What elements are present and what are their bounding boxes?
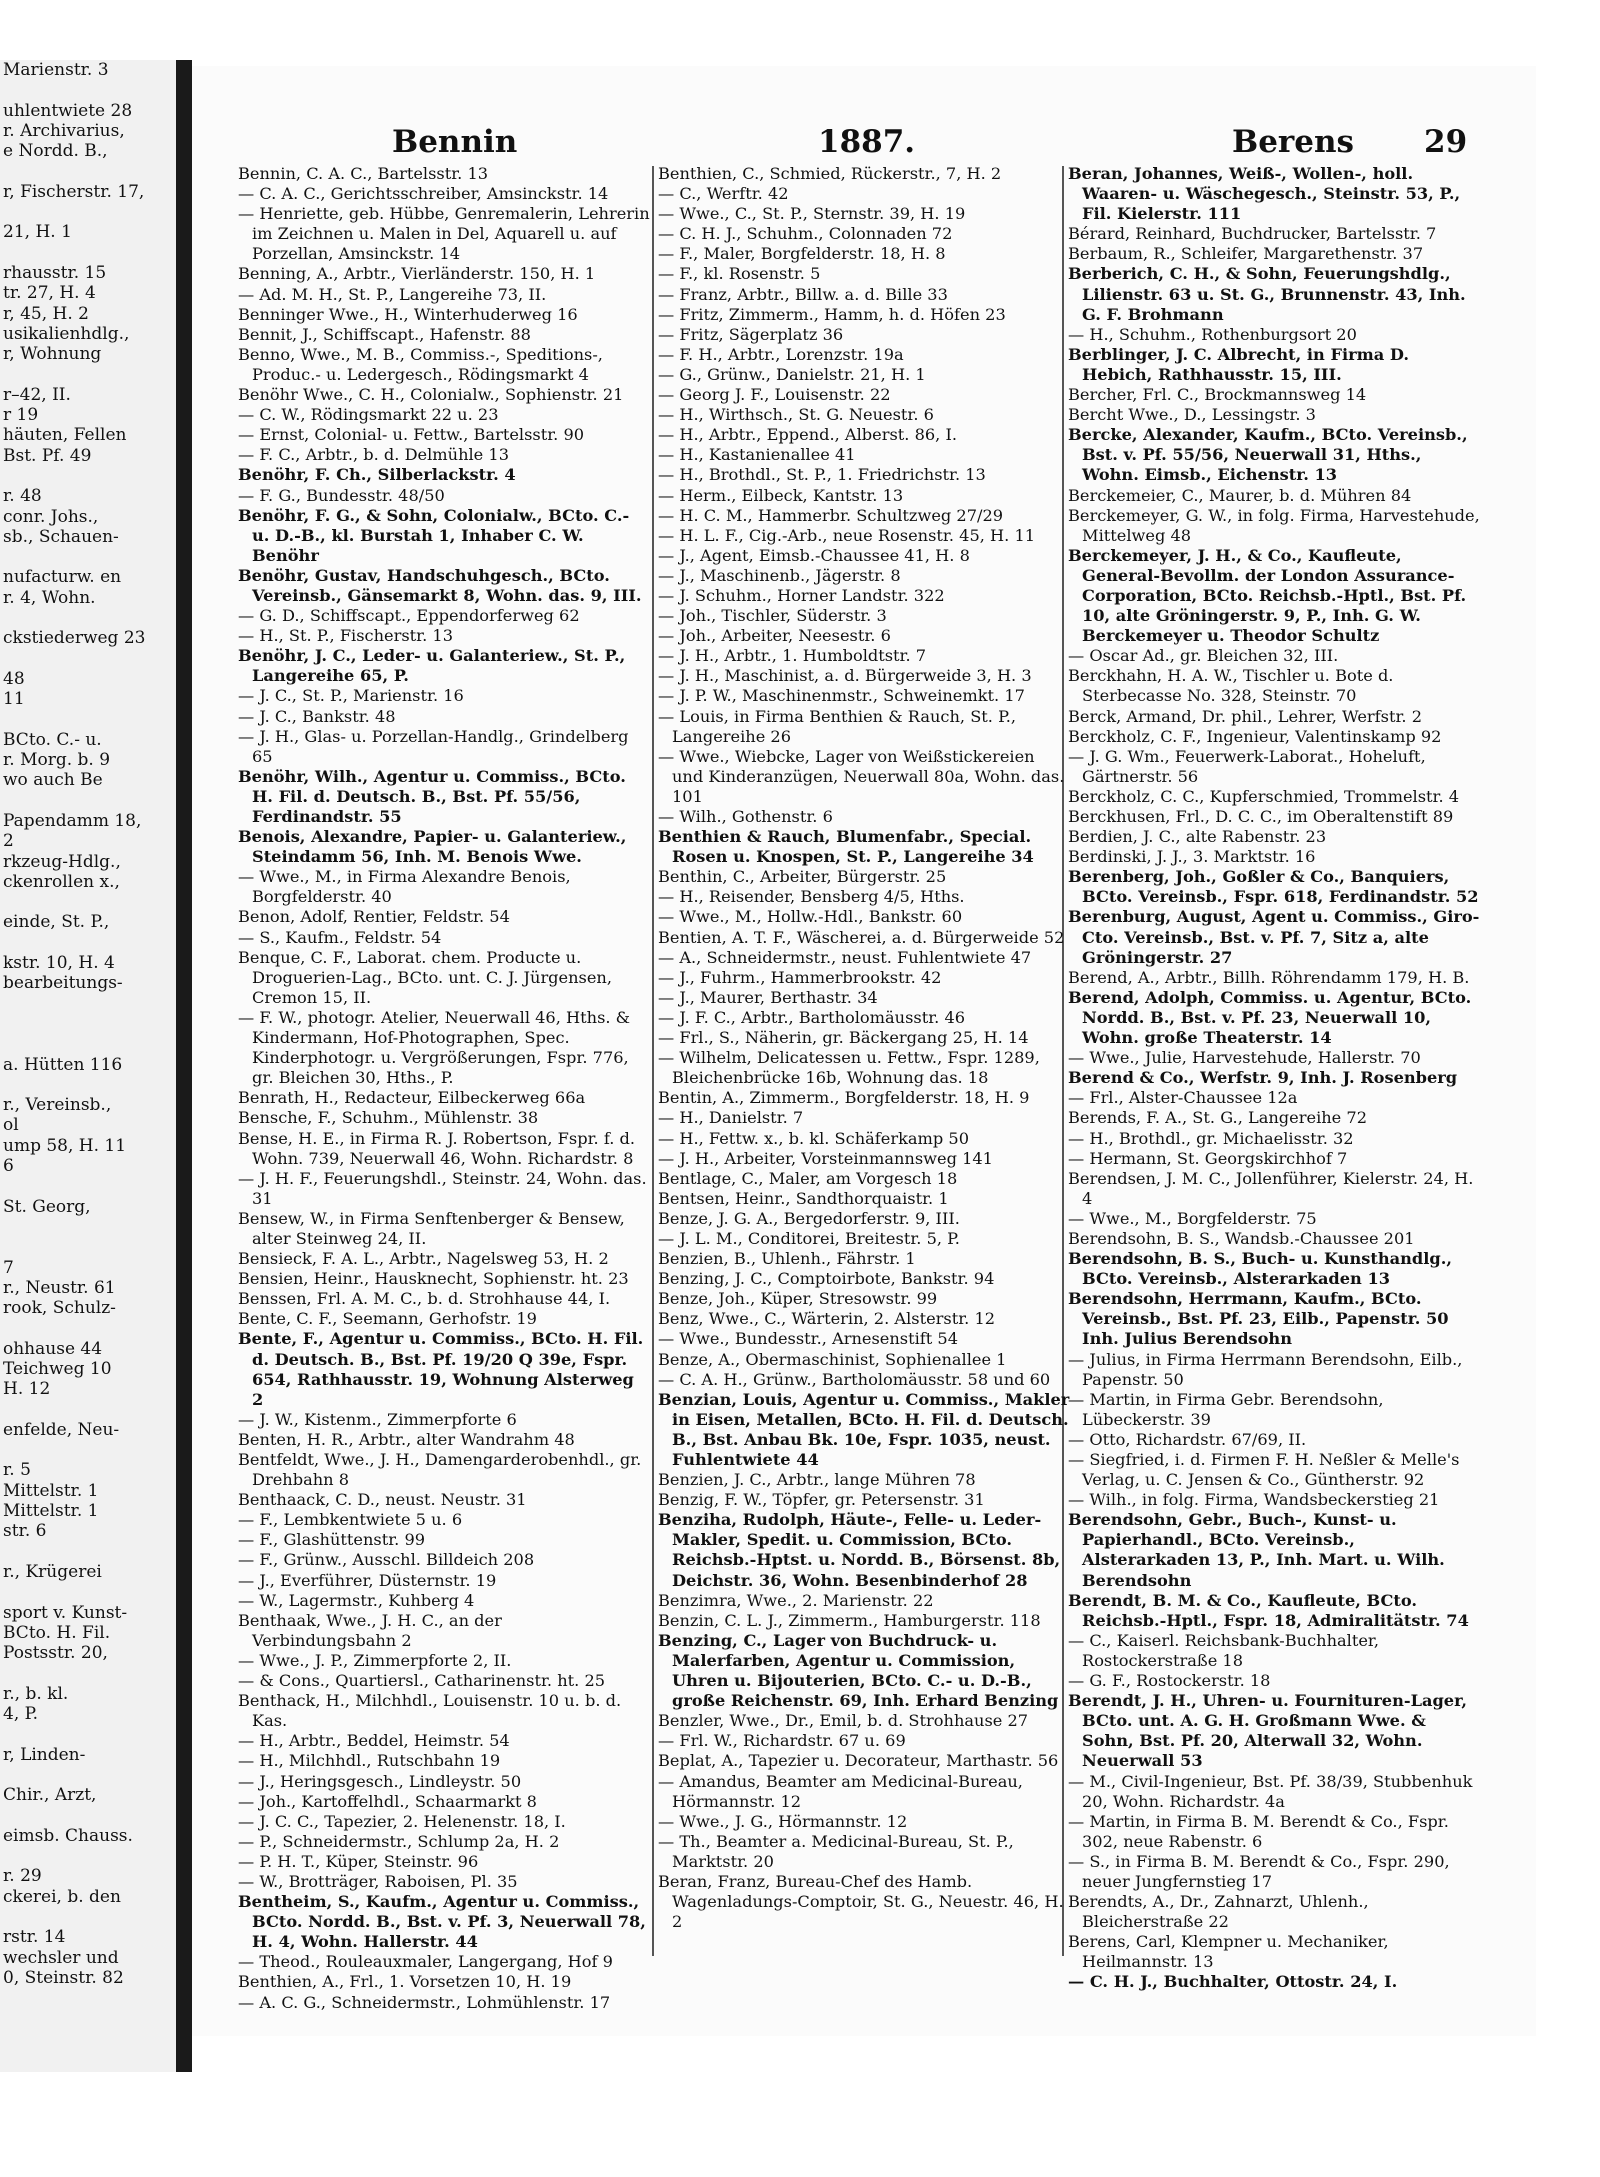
directory-entry: — Georg J. F., Louisenstr. 22 — [658, 385, 891, 405]
directory-entry: — J., Heringsgesch., Lindleystr. 50 — [238, 1771, 522, 1791]
directory-entry: — Ad. M. H., St. P., Langereihe 73, II. — [238, 284, 547, 304]
directory-entry: Berblinger, J. C. Albrecht, in Firma D. Hebich, Rathhausstr. 15, III. — [1068, 344, 1409, 384]
left-page-line: r. 29 — [3, 1866, 42, 1887]
left-page-line: nufacturw. en — [3, 567, 122, 588]
directory-entry: Bentheim, S., Kaufm., Agentur u. Commiss., BCto. Nordd. B., Bst. v. Pf. 3, Neuerwall 78, H. 4, Wohn. Hallerstr. 44 — [238, 1892, 646, 1952]
directory-entry: — Wwe., J. P., Zimmerpforte 2, II. — [238, 1650, 512, 1670]
left-page-line — [0, 994, 176, 1014]
directory-entry: — Wwe., Wiebcke, Lager von Weißstickereien und Kinderanzügen, Neuerwall 80a, Wohn. das. 101 — [658, 746, 1065, 806]
directory-entry: Benöhr, Gustav, Handschuhgesch., BCto. Vereinsb., Gänsemarkt 8, Wohn. das. 9, III. — [238, 565, 642, 605]
directory-entry: — J. H. F., Feuerungshdl., Steinstr. 24, Wohn. das. 31 — [238, 1168, 647, 1208]
directory-entry: Bercke, Alexander, Kaufm., BCto. Vereinsb., Bst. v. Pf. 55/56, Neuerwall 31, Hths., Wohn. Eimsb., Eichenstr. 13 — [1068, 425, 1468, 485]
directory-entry: Bentsen, Heinr., Sandthorquaistr. 1 — [658, 1188, 949, 1208]
directory-entry: Berend, A., Arbtr., Billh. Röhrendamm 179, H. B. — [1068, 967, 1470, 987]
left-page-line: St. Georg, — [3, 1196, 91, 1217]
directory-entry: — J., Everführer, Düsternstr. 19 — [238, 1570, 497, 1590]
left-page-line: r. 4, Wohn. — [3, 587, 96, 608]
left-page-line: Chir., Arzt, — [3, 1785, 97, 1806]
directory-entry: Benz, Wwe., C., Wärterin, 2. Alsterstr. 12 — [658, 1309, 996, 1329]
directory-entry: Benzing, J. C., Comptoirbote, Bankstr. 94 — [658, 1269, 995, 1289]
directory-entry: — J. L. M., Conditorei, Breitestr. 5, P. — [658, 1228, 960, 1248]
directory-entry: Berdien, J. C., alte Rabenstr. 23 — [1068, 827, 1327, 847]
directory-entry: — Fritz, Zimmerm., Hamm, h. d. Höfen 23 — [658, 304, 1006, 324]
left-page-line — [0, 80, 176, 100]
directory-entry: Berenburg, August, Agent u. Commiss., Giro-Cto. Vereinsb., Bst. v. Pf. 7, Sitz a, alte Gröningerstr. 27 — [1068, 907, 1480, 967]
directory-entry: — Wwe., C., St. P., Sternstr. 39, H. 19 — [658, 204, 966, 224]
left-page-line — [0, 243, 176, 263]
directory-entry: — Wilh., in folg. Firma, Wandsbeckerstieg 21 — [1068, 1490, 1440, 1510]
directory-entry: — J., Fuhrm., Hammerbrookstr. 42 — [658, 967, 942, 987]
directory-entry: Berendsohn, B. S., Wandsb.-Chaussee 201 — [1068, 1228, 1415, 1248]
page-number: 29 — [1424, 124, 1468, 160]
directory-entry: — H., Fettw. x., b. kl. Schäferkamp 50 — [658, 1128, 969, 1148]
left-page-line: Mittelstr. 1 — [3, 1480, 99, 1501]
left-page-line: r., Neustr. 61 — [3, 1277, 116, 1298]
directory-entry: — Fritz, Sägerplatz 36 — [658, 324, 844, 344]
directory-entry: — J. F. C., Arbtr., Bartholomäusstr. 46 — [658, 1007, 966, 1027]
left-page-line — [0, 1440, 176, 1460]
directory-entry: — Martin, in Firma B. M. Berendt & Co., Fspr. 302, neue Rabenstr. 6 — [1068, 1811, 1449, 1851]
directory-entry: Bensieck, F. A. L., Arbtr., Nagelsweg 53, H. 2 — [238, 1249, 609, 1269]
directory-entry: Berend, Adolph, Commiss. u. Agentur, BCto. Nordd. B., Bst. v. Pf. 23, Neuerwall 10, Wohn. große Theaterstr. 14 — [1068, 987, 1472, 1048]
directory-entry: — J., Maschinenb., Jägerstr. 8 — [658, 565, 901, 585]
directory-entry: — W., Lagermstr., Kuhberg 4 — [238, 1590, 475, 1610]
left-page-line: BCto. H. Fil. — [3, 1622, 111, 1643]
left-page-line: r, 45, H. 2 — [3, 303, 89, 324]
directory-entry: Benninger Wwe., H., Winterhuderweg 16 — [238, 304, 578, 324]
directory-entry: Berendt, J. H., Uhren- u. Fournituren-Lager, BCto. unt. A. G. H. Großmann Wwe. & Sohn, Bst. Pf. 20, Alterwall 32, Wohn. Neuerwall 53 — [1068, 1691, 1468, 1771]
directory-entry: — Theod., Rouleauxmaler, Langergang, Hof 9 — [238, 1952, 613, 1972]
directory-entry: — Julius, in Firma Herrmann Berendsohn, Eilb., Papenstr. 50 — [1068, 1349, 1463, 1389]
directory-entry: — Joh., Tischler, Süderstr. 3 — [658, 606, 887, 626]
directory-entry: — J. C., St. P., Marienstr. 16 — [238, 686, 464, 706]
bottom-margin — [192, 2036, 1536, 2177]
directory-column-3 — [1068, 164, 1480, 1994]
directory-entry: — Wilhelm, Delicatessen u. Fettw., Fspr. 1289, Bleichenbrücke 16b, Wohnung das. 18 — [658, 1048, 1040, 1088]
directory-entry: — F. H., Arbtr., Lorenzstr. 19a — [658, 344, 904, 364]
book-gutter — [176, 60, 192, 2072]
page-margin — [1536, 66, 1600, 2177]
directory-entry: Berendsen, J. M. C., Jollenführer, Kielerstr. 24, H. 4 — [1068, 1168, 1474, 1208]
left-page-line: r. 5 — [3, 1460, 31, 1481]
directory-entry: Benzig, F. W., Töpfer, gr. Petersenstr. 31 — [658, 1490, 985, 1510]
left-page-line: BCto. C.- u. — [3, 729, 102, 750]
left-page-line: r., Krügerei — [3, 1561, 102, 1582]
directory-entry: Beran, Franz, Bureau-Chef des Hamb. Wagenladungs-Comptoir, St. G., Neuestr. 46, H. 2 — [658, 1871, 1064, 1932]
left-page-line: häuten, Fellen — [3, 425, 127, 446]
directory-entry: Benois, Alexandre, Papier- u. Galanteriew., Steindamm 56, Inh. M. Benois Wwe. — [238, 827, 627, 867]
directory-entry: — H., Wirthsch., St. G. Neuestr. 6 — [658, 405, 934, 425]
directory-entry: Berckholz, C. F., Ingenieur, Valentinskamp 92 — [1068, 726, 1442, 746]
directory-entry: — Frl., S., Näherin, gr. Bäckergang 25, H. 14 — [658, 1028, 1029, 1048]
directory-entry: — Wwe., M., in Firma Alexandre Benois, Borgfelderstr. 40 — [238, 867, 571, 907]
left-page-line: 6 — [3, 1156, 14, 1177]
directory-entry: — Franz, Arbtr., Billw. a. d. Bille 33 — [658, 284, 948, 304]
directory-entry: Benzian, Louis, Agentur u. Commiss., Makler in Eisen, Metallen, BCto. H. Fil. d. Deutsch. B., Bst. Anbau Bk. 10e, Fspr. 1035, neust. Fuhlentwiete 44 — [658, 1389, 1070, 1469]
directory-entry: Beplat, A., Tapezier u. Decorateur, Marthastr. 56 — [658, 1751, 1059, 1771]
left-page-line: r, Wohnung — [3, 344, 102, 365]
left-page-line: wo auch Be — [3, 770, 103, 791]
left-page-line — [0, 892, 176, 912]
directory-entry: Benrath, H., Redacteur, Eilbeckerweg 66a — [238, 1088, 586, 1108]
directory-entry: — C. A. C., Gerichtsschreiber, Amsinckstr. 14 — [238, 184, 609, 204]
left-page-line — [0, 608, 176, 628]
directory-entry: — Joh., Arbeiter, Neesestr. 6 — [658, 626, 891, 646]
directory-entry: Benthien, C., Schmied, Rückerstr., 7, H. 2 — [658, 164, 1002, 183]
directory-entry: — J. P. W., Maschinenmstr., Schweinemkt. 17 — [658, 686, 1025, 706]
left-page-line: r. Morg. b. 9 — [3, 750, 111, 771]
left-page-line: 4, P. — [3, 1704, 39, 1725]
left-page-line: bearbeitungs- — [3, 973, 123, 994]
directory-entry: Benten, H. R., Arbtr., alter Wandrahm 48 — [238, 1429, 575, 1449]
directory-entry: Bensien, Heinr., Hausknecht, Sophienstr. ht. 23 — [238, 1269, 629, 1289]
left-page-line: Postsstr. 20, — [3, 1643, 108, 1664]
directory-entry: — Martin, in Firma Gebr. Berendsohn, Lübeckerstr. 39 — [1068, 1389, 1384, 1429]
left-page-line — [0, 1663, 176, 1683]
directory-entry: — Wwe., Julie, Harvestehude, Hallerstr. 70 — [1068, 1048, 1421, 1068]
directory-entry: — F., Grünw., Ausschl. Billdeich 208 — [238, 1550, 535, 1570]
directory-entry: — J. Schuhm., Horner Landstr. 322 — [658, 585, 945, 605]
left-page-line: rstr. 14 — [3, 1927, 66, 1948]
directory-entry: Benzien, B., Uhlenh., Fährstr. 1 — [658, 1249, 916, 1269]
directory-entry: Berendsohn, Herrmann, Kaufm., BCto. Vereinsb., Bst. Pf. 23, Eilb., Papenstr. 50 Inh. Julius Berendsohn — [1068, 1289, 1449, 1349]
directory-entry: — W., Brotträger, Raboisen, Pl. 35 — [238, 1871, 518, 1891]
left-page-line: Papendamm 18, — [3, 810, 142, 831]
left-page-line: sport v. Kunst- — [3, 1602, 128, 1623]
directory-entry: — H., St. P., Fischerstr. 13 — [238, 626, 454, 646]
running-head-left: Bennin — [392, 124, 518, 160]
directory-entry: — H., Reisender, Bensberg 4/5, Hths. — [658, 887, 965, 907]
left-page-line: ckerei, b. den — [3, 1886, 121, 1907]
directory-entry: — H., Danielstr. 7 — [658, 1108, 804, 1128]
directory-entry: Berends, F. A., St. G., Langereihe 72 — [1068, 1108, 1367, 1128]
left-page-line: conr. Johs., — [3, 506, 99, 527]
directory-entry: — H., Milchhdl., Rutschbahn 19 — [238, 1751, 501, 1771]
left-page-line — [0, 1176, 176, 1196]
left-page-line: 2 — [3, 831, 14, 852]
directory-entry: — Herm., Eilbeck, Kantstr. 13 — [658, 485, 904, 505]
directory-entry: — F. W., photogr. Atelier, Neuerwall 46, Hths. & Kindermann, Hof-Photographen, Spec. Kinderphotogr. u. Vergrößerungen, Fspr. 776, gr. Bleichen 30, Hths., P. — [238, 1007, 631, 1088]
directory-entry: — J. H., Glas- u. Porzellan-Handlg., Grindelberg 65 — [238, 726, 629, 766]
directory-entry: — & Cons., Quartiersl., Catharinenstr. ht. 25 — [238, 1671, 606, 1691]
left-page-line — [0, 710, 176, 730]
left-page-line: tr. 27, H. 4 — [3, 283, 96, 304]
directory-entry: — Wwe., M., Hollw.-Hdl., Bankstr. 60 — [658, 907, 963, 927]
left-page-line: r., b. kl. — [3, 1683, 69, 1704]
directory-entry: — M., Civil-Ingenieur, Bst. Pf. 38/39, Stubbenhuk 20, Wohn. Richardstr. 4a — [1068, 1771, 1473, 1811]
directory-entry: Berckemeyer, G. W., in folg. Firma, Harvestehude, Mittelweg 48 — [1068, 505, 1480, 545]
left-page-line — [0, 547, 176, 567]
left-page-line: uhlentwiete 28 — [3, 100, 133, 121]
directory-entry: — J. H., Arbtr., 1. Humboldtstr. 7 — [658, 646, 927, 666]
directory-entry: — C. H. J., Schuhm., Colonnaden 72 — [658, 224, 953, 244]
directory-entry: Bennin, C. A. C., Bartelsstr. 13 — [238, 164, 489, 183]
directory-entry: Berckemeyer, J. H., & Co., Kaufleute, General-Bevollm. der London Assurance-Corporation, BCto. Reichsb.-Hptl., Bst. Pf. 10, alte Gröningerstr. 9, P., Inh. G. W. Berckemeyer u. Theodor Schultz — [1068, 545, 1467, 646]
left-page-line: rook, Schulz- — [3, 1298, 116, 1319]
directory-entry: Benze, J. G. A., Bergedorferstr. 9, III. — [658, 1208, 960, 1228]
directory-entry: Benöhr, Wilh., Agentur u. Commiss., BCto. H. Fil. d. Deutsch. B., Bst. Pf. 55/56, Ferdinandstr. 55 — [238, 766, 626, 826]
directory-entry: Berendsohn, Gebr., Buch-, Kunst- u. Papierhandl., BCto. Vereinsb., Alsterarkaden 13, P., Inh. Mart. u. Wilh. Berendsohn — [1068, 1510, 1445, 1590]
left-page-line: r, Linden- — [3, 1744, 86, 1765]
directory-entry: — Wwe., M., Borgfelderstr. 75 — [1068, 1208, 1317, 1228]
directory-entry: Benthin, C., Arbeiter, Bürgerstr. 25 — [658, 867, 947, 887]
left-page-line: 0, Steinstr. 82 — [3, 1967, 124, 1988]
directory-entry: — J. H., Maschinist, a. d. Bürgerweide 3, H. 3 — [658, 666, 1032, 686]
directory-entry: — F., Glashüttenstr. 99 — [238, 1530, 426, 1550]
directory-entry: — Wilh., Gothenstr. 6 — [658, 807, 833, 826]
left-page-line — [0, 1400, 176, 1420]
directory-entry: — Henriette, geb. Hübbe, Genremalerin, Lehrerin im Zeichnen u. Malen in Del, Aquarell u. auf Porzellan, Amsinckstr. 14 — [238, 204, 650, 264]
directory-entry: — Joh., Kartoffelhdl., Schaarmarkt 8 — [238, 1791, 537, 1811]
directory-column-1 — [238, 164, 650, 2012]
directory-entry: — Hermann, St. Georgskirchhof 7 — [1068, 1148, 1348, 1168]
left-page-line — [0, 649, 176, 669]
directory-entry: — H., Brothdl., St. P., 1. Friedrichstr. 13 — [658, 465, 986, 485]
left-page-line — [0, 466, 176, 486]
directory-entry: — H., Brothdl., gr. Michaelisstr. 32 — [1068, 1128, 1354, 1148]
left-page-line: r. 48 — [3, 486, 42, 507]
directory-entry: — C. W., Rödingsmarkt 22 u. 23 — [238, 405, 499, 425]
directory-entry: — A., Schneidermstr., neust. Fuhlentwiete 47 — [658, 947, 1032, 967]
left-page-line: 11 — [3, 689, 25, 710]
left-page-line — [0, 1034, 176, 1054]
directory-entry: — J. C. C., Tapezier, 2. Helenenstr. 18, I. — [238, 1811, 566, 1831]
directory-entry: — H., Arbtr., Eppend., Alberst. 86, I. — [658, 425, 958, 445]
directory-entry: — H., Schuhm., Rothenburgsort 20 — [1068, 324, 1357, 344]
left-page-line: rhausstr. 15 — [3, 262, 107, 283]
left-page-line — [0, 1075, 176, 1095]
left-page-line: kstr. 10, H. 4 — [3, 953, 115, 974]
left-page-line: einde, St. P., — [3, 912, 110, 933]
directory-entry: Berckhusen, Frl., D. C. C., im Oberaltenstift 89 — [1068, 807, 1454, 826]
left-facing-page-fragment — [0, 60, 176, 2072]
directory-entry: Benthaack, C. D., neust. Neustr. 31 — [238, 1490, 527, 1510]
left-page-line: ckenrollen x., — [3, 871, 120, 892]
left-page-line: r. Archivarius, — [3, 120, 125, 141]
left-page-line — [0, 1806, 176, 1826]
directory-entry: Berens, Carl, Klempner u. Mechaniker, Heilmannstr. 13 — [1068, 1932, 1389, 1972]
left-page-line: wechsler und — [3, 1947, 119, 1968]
directory-entry: Bense, H. E., in Firma R. J. Robertson, Fspr. f. d. Wohn. 739, Neuerwall 46, Wohn. Richardstr. 8 — [238, 1128, 636, 1168]
directory-entry: — C. A. H., Grünw., Bartholomäusstr. 58 und 60 — [658, 1369, 1051, 1389]
left-page-line: Mittelstr. 1 — [3, 1501, 99, 1522]
directory-entry: — F. G., Bundesstr. 48/50 — [238, 485, 445, 505]
directory-entry: Berck, Armand, Dr. phil., Lehrer, Werfstr. 2 — [1068, 706, 1423, 726]
directory-entry: Benno, Wwe., M. B., Commiss.-, Speditions-, Produc.- u. Ledergesch., Rödingsmarkt 4 — [238, 344, 603, 384]
directory-entry: Beran, Johannes, Weiß-, Wollen-, holl. Waaren- u. Wäschegesch., Steinstr. 53, P., Fil. Kielerstr. 111 — [1068, 164, 1461, 224]
directory-entry: Benthack, H., Milchhdl., Louisenstr. 10 u. b. d. Kas. — [238, 1691, 622, 1731]
directory-entry: Benssen, Frl. A. M. C., b. d. Strohhause 44, I. — [238, 1289, 611, 1309]
left-page-line: rkzeug-Hdlg., — [3, 851, 121, 872]
directory-entry: — S., Kaufm., Feldstr. 54 — [238, 927, 442, 947]
directory-entry: — Wwe., J. G., Hörmannstr. 12 — [658, 1811, 908, 1831]
left-page-line: r–42, II. — [3, 384, 71, 405]
directory-entry: — G. D., Schiffscapt., Eppendorferweg 62 — [238, 606, 580, 626]
directory-entry: Benzler, Wwe., Dr., Emil, b. d. Strohhause 27 — [658, 1711, 1029, 1731]
directory-entry: Bensew, W., in Firma Senftenberger & Bensew, alter Steinweg 24, II. — [238, 1208, 625, 1248]
left-page-line: usikalienhdlg., — [3, 323, 130, 344]
directory-entry: Bennit, J., Schiffscapt., Hafenstr. 88 — [238, 324, 531, 344]
directory-entry: Bente, F., Agentur u. Commiss., BCto. H. Fil. d. Deutsch. B., Bst. Pf. 19/20 Q 39e, Fspr. 654, Rathhausstr. 19, Wohnung Alsterweg 2 — [238, 1329, 644, 1409]
directory-entry: Berend & Co., Werfstr. 9, Inh. J. Rosenberg — [1068, 1068, 1458, 1088]
left-page-line — [0, 364, 176, 384]
directory-entry: — F., Maler, Borgfelderstr. 18, H. 8 — [658, 244, 946, 264]
left-page-line: ump 58, H. 11 — [3, 1135, 127, 1156]
directory-entry: Benzimra, Wwe., 2. Marienstr. 22 — [658, 1590, 934, 1610]
directory-entry: — G. F., Rostockerstr. 18 — [1068, 1671, 1271, 1691]
directory-entry: Bentin, A., Zimmerm., Borgfelderstr. 18, H. 9 — [658, 1088, 1030, 1108]
directory-entry: — Otto, Richardstr. 67/69, II. — [1068, 1429, 1307, 1449]
directory-entry: Benzin, C. L. J., Zimmerm., Hamburgerstr. 118 — [658, 1610, 1041, 1630]
directory-entry: — Oscar Ad., gr. Bleichen 32, III. — [1068, 646, 1339, 666]
directory-entry: Benze, Joh., Küper, Stresowstr. 99 — [658, 1289, 938, 1309]
directory-entry: — Siegfried, i. d. Firmen F. H. Neßler & Melle's Verlag, u. C. Jensen & Co., Güntherstr. 92 — [1068, 1450, 1460, 1490]
directory-column-2 — [658, 164, 1070, 1994]
directory-entry: Benon, Adolf, Rentier, Feldstr. 54 — [238, 907, 510, 927]
directory-entry: Berckholz, C. C., Kupferschmied, Trommelstr. 4 — [1068, 786, 1460, 806]
running-head-year: 1887. — [818, 124, 916, 160]
directory-entry: — J., Maurer, Berthastr. 34 — [658, 987, 878, 1007]
directory-entry: Berendt, B. M. & Co., Kaufleute, BCto. Reichsb.-Hptl., Fspr. 18, Admiralitätstr. 74 — [1068, 1590, 1469, 1630]
column-rule-1 — [652, 166, 654, 1956]
directory-entry: — F., Lembkentwiete 5 u. 6 — [238, 1510, 463, 1530]
directory-entry: Berendsohn, B. S., Buch- u. Kunsthandlg., BCto. Vereinsb., Alsterarkaden 13 — [1068, 1249, 1452, 1289]
directory-entry: — Th., Beamter a. Medicinal-Bureau, St. P., Marktstr. 20 — [658, 1831, 1014, 1871]
directory-entry: — P. H. T., Küper, Steinstr. 96 — [238, 1851, 479, 1871]
directory-entry: — H., Kastanienallee 41 — [658, 445, 856, 465]
directory-entry: Berckhahn, H. A. W., Tischler u. Bote d. Sterbecasse No. 328, Steinstr. 70 — [1068, 666, 1394, 706]
left-page-line — [0, 1318, 176, 1338]
left-page-line — [0, 1237, 176, 1257]
directory-entry: — Frl., Alster-Chaussee 12a — [1068, 1088, 1298, 1108]
directory-entry: — G., Grünw., Danielstr. 21, H. 1 — [658, 364, 926, 384]
directory-entry: — H., Arbtr., Beddel, Heimstr. 54 — [238, 1731, 510, 1751]
left-page-line: e Nordd. B., — [3, 141, 108, 162]
running-head-right: Berens — [1232, 124, 1354, 160]
directory-entry: Benning, A., Arbtr., Vierländerstr. 150, H. 1 — [238, 264, 596, 284]
left-page-line — [0, 1907, 176, 1927]
left-page-line: a. Hütten 116 — [3, 1054, 123, 1075]
left-page-line — [0, 1724, 176, 1744]
left-page-line — [0, 791, 176, 811]
left-page-line: str. 6 — [3, 1521, 47, 1542]
directory-entry: Benöhr, F. Ch., Silberlackstr. 4 — [238, 465, 516, 485]
directory-entry: Benöhr Wwe., C. H., Colonialw., Sophienstr. 21 — [238, 385, 624, 405]
directory-entry: — Amandus, Beamter am Medicinal-Bureau, Hörmannstr. 12 — [658, 1771, 1023, 1811]
directory-entry: Berbaum, R., Schleifer, Margarethenstr. 37 — [1068, 244, 1424, 264]
directory-entry: Benöhr, J. C., Leder- u. Galanteriew., St. P., Langereihe 65, P. — [238, 646, 626, 686]
left-page-line: ol — [3, 1115, 19, 1136]
directory-entry: Benthien, A., Frl., 1. Vorsetzen 10, H. 19 — [238, 1972, 572, 1992]
left-page-line: 48 — [3, 668, 25, 689]
directory-entry: Bercher, Frl. C., Brockmannsweg 14 — [1068, 385, 1367, 405]
directory-entry: — C. H. J., Buchhalter, Ottostr. 24, I. — [1068, 1972, 1398, 1992]
directory-entry: — J. G. Wm., Feuerwerk-Laborat., Hoheluft, Gärtnerstr. 56 — [1068, 746, 1426, 786]
directory-entry: Berberich, C. H., & Sohn, Feuerungshdlg., Lilienstr. 63 u. St. G., Brunnenstr. 43, Inh. G. F. Brohmann — [1068, 264, 1466, 324]
directory-entry: — Ernst, Colonial- u. Fettw., Bartelsstr. 90 — [238, 425, 585, 445]
directory-entry: Berenberg, Joh., Goßler & Co., Banquiers, BCto. Vereinsb., Fspr. 618, Ferdinandstr. 52 — [1068, 867, 1479, 907]
directory-entry: — Frl. W., Richardstr. 67 u. 69 — [658, 1731, 906, 1751]
directory-entry: — H. C. M., Hammerbr. Schultzweg 27/29 — [658, 505, 1004, 525]
directory-entry: — A. C. G., Schneidermstr., Lohmühlenstr. 17 — [238, 1992, 611, 2012]
directory-entry: Benziha, Rudolph, Häute-, Felle- u. Leder-Makler, Spedit. u. Commission, BCto. Reichsb.-Hptst. u. Nordd. B., Börsenst. 8b, Deichstr. 36, Wohn. Besenbinderhof 28 — [658, 1510, 1061, 1590]
directory-entry: Bente, C. F., Seemann, Gerhofstr. 19 — [238, 1309, 537, 1329]
directory-entry: — H. L. F., Cig.-Arb., neue Rosenstr. 45, H. 11 — [658, 525, 1036, 545]
directory-entry: Bérard, Reinhard, Buchdrucker, Bartelsstr. 7 — [1068, 224, 1437, 244]
left-page-line — [0, 1582, 176, 1602]
directory-entry: Benzing, C., Lager von Buchdruck- u. Malerfarben, Agentur u. Commission, Uhren u. Bijouterien, BCto. C.- u. D.-B., große Reichenstr. 69, Inh. Erhard Benzing — [658, 1630, 1059, 1711]
directory-entry: — F., kl. Rosenstr. 5 — [658, 264, 821, 284]
left-page-line — [0, 1765, 176, 1785]
directory-entry: Benque, C. F., Laborat. chem. Producte u. Droguerien-Lag., BCto. unt. C. J. Jürgensen, Cremon 15, II. — [238, 947, 613, 1007]
directory-entry: Benthaak, Wwe., J. H. C., an der Verbindungsbahn 2 — [238, 1610, 502, 1650]
left-page-line — [0, 202, 176, 222]
left-page-line: enfelde, Neu- — [3, 1419, 120, 1440]
left-page-line — [0, 161, 176, 181]
left-page-line: 7 — [3, 1257, 14, 1278]
directory-entry: — Wwe., Bundesstr., Arnesenstift 54 — [658, 1329, 959, 1349]
directory-entry: Berendts, A., Dr., Zahnarzt, Uhlenh., Bleicherstraße 22 — [1068, 1892, 1369, 1932]
directory-entry: Benzien, J. C., Arbtr., lange Mühren 78 — [658, 1470, 976, 1490]
directory-entry: — J. W., Kistenm., Zimmerpforte 6 — [238, 1409, 517, 1429]
directory-entry: Bentlage, C., Maler, am Vorgesch 18 — [658, 1168, 958, 1188]
directory-entry: — J., Agent, Eimsb.-Chaussee 41, H. 8 — [658, 545, 970, 565]
left-page-line: Teichweg 10 — [3, 1359, 112, 1379]
directory-entry: — Louis, in Firma Benthien & Rauch, St. P., Langereihe 26 — [658, 706, 1016, 746]
left-page-line: r 19 — [3, 405, 39, 426]
left-page-line — [0, 1014, 176, 1034]
left-page-line — [0, 1542, 176, 1562]
directory-entry: — F. C., Arbtr., b. d. Delmühle 13 — [238, 445, 510, 465]
left-page-line: 21, H. 1 — [3, 222, 72, 243]
left-page-line: Bst. Pf. 49 — [3, 445, 92, 466]
directory-entry: Bentfeldt, Wwe., J. H., Damengarderobenhdl., gr. Drehbahn 8 — [238, 1450, 642, 1490]
left-page-line: r, Fischerstr. 17, — [3, 181, 145, 202]
left-page-line: Marienstr. 3 — [3, 60, 109, 80]
directory-entry: — J. C., Bankstr. 48 — [238, 706, 396, 726]
left-page-line: ckstiederweg 23 — [3, 628, 146, 649]
directory-entry: Benthien & Rauch, Blumenfabr., Special. Rosen u. Knospen, St. P., Langereihe 34 — [658, 827, 1034, 867]
directory-entry: Berckemeier, C., Maurer, b. d. Mühren 84 — [1068, 485, 1412, 505]
directory-entry: — S., in Firma B. M. Berendt & Co., Fspr. 290, neuer Jungfernstieg 17 — [1068, 1851, 1450, 1891]
directory-entry: Bercht Wwe., D., Lessingstr. 3 — [1068, 405, 1316, 425]
left-page-line: ohhause 44 — [3, 1338, 103, 1359]
directory-entry: Benze, A., Obermaschinist, Sophienallee 1 — [658, 1349, 1007, 1369]
left-page-line: eimsb. Chauss. — [3, 1825, 133, 1846]
directory-entry: Bensche, F., Schuhm., Mühlenstr. 38 — [238, 1108, 539, 1128]
directory-entry: Berdinski, J. J., 3. Marktstr. 16 — [1068, 847, 1316, 867]
directory-entry: — J. H., Arbeiter, Vorsteinmannsweg 141 — [658, 1148, 993, 1168]
directory-entry: Benöhr, F. G., & Sohn, Colonialw., BCto. C.- u. D.-B., kl. Burstah 1, Inhaber C. W. Benöhr — [238, 505, 630, 565]
left-page-line — [0, 1217, 176, 1237]
left-page-line — [0, 933, 176, 953]
left-page-line — [0, 1846, 176, 1866]
left-page-line: H. 12 — [3, 1379, 51, 1400]
directory-entry: — P., Schneidermstr., Schlump 2a, H. 2 — [238, 1831, 560, 1851]
directory-entry: — C., Kaiserl. Reichsbank-Buchhalter, Rostockerstraße 18 — [1068, 1630, 1380, 1670]
directory-entry: — C., Werftr. 42 — [658, 184, 789, 204]
left-page-line: r., Vereinsb., — [3, 1095, 112, 1116]
directory-entry: Bentien, A. T. F., Wäscherei, a. d. Bürgerweide 52 — [658, 927, 1065, 947]
left-page-line: sb., Schauen- — [3, 526, 119, 547]
